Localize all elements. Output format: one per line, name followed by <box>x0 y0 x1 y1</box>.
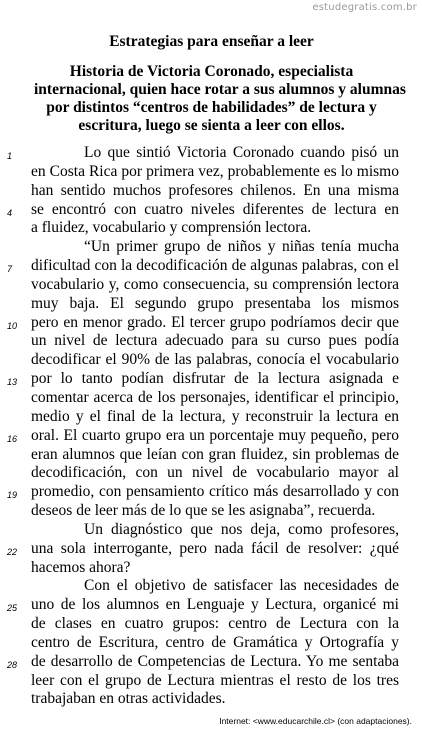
line-text: de clases en cuatro grupos: centro de Lectura con la <box>31 615 399 633</box>
line-text: pero en menor grado. El tercer grupo podríamos decir que <box>31 313 399 331</box>
line-text: en Costa Rica por primera vez, probablemente es lo mismo <box>31 162 399 180</box>
subtitle <box>34 63 406 135</box>
line-text: leer con el grupo de Lectura mientras el resto de los tres <box>31 671 399 689</box>
text-line <box>31 332 399 351</box>
text-line <box>31 389 399 408</box>
text-line <box>7 370 399 389</box>
line-text: vocabulario y, como consecuencia, su comprensión lectora <box>31 275 399 293</box>
source-citation: Internet: <www.educarchile.cl> (con adaptaciones). <box>219 716 412 726</box>
line-text: dificultad con la decodificación de algunas palabras, con el <box>31 257 399 275</box>
line-text: han sentido muchos profesores chilenos. En una misma <box>31 181 399 199</box>
line-text: deseos de leer más de lo que se les asignaba”, recuerda. <box>31 502 376 520</box>
text-line <box>31 672 399 691</box>
text-line <box>31 182 399 201</box>
text-line <box>31 577 399 596</box>
line-text: medio y el final de la lectura, y reconstruir la lectura en <box>31 407 399 425</box>
line-number: 16 <box>7 433 18 444</box>
line-number: 25 <box>7 603 18 614</box>
line-text: Con el objetivo de satisfacer las necesidades de <box>84 577 399 595</box>
line-number: 4 <box>7 207 13 218</box>
line-text: oral. El cuarto grupo era un porcentaje muy pequeño, pero <box>31 426 399 444</box>
line-text: por lo tanto podían disfrutar de la lectura asignada e <box>31 370 399 388</box>
text-line <box>31 446 399 465</box>
text-line <box>7 652 399 672</box>
text-line <box>7 483 399 502</box>
text-line <box>7 257 399 276</box>
text-line <box>7 313 399 333</box>
text-line <box>31 163 399 182</box>
line-number: 28 <box>7 659 18 670</box>
text-line <box>31 408 399 427</box>
text-line <box>7 426 399 446</box>
text-line <box>7 596 399 615</box>
line-text: uno de los alumnos en Lenguaje y Lectura, organicé mi <box>31 596 399 614</box>
line-text: trabajaban en otras actividades. <box>31 690 226 708</box>
line-number: 7 <box>7 264 13 275</box>
subtitle-line: internacional, quien hace rotar a sus alumnos y alumnas <box>34 81 406 98</box>
text-line <box>7 200 399 220</box>
line-text: comentar acerca de los personajes, identificar el principio, <box>31 388 399 406</box>
line-text: Un diagnóstico que nos deja, como profesores, <box>84 520 399 538</box>
text-line <box>31 634 399 653</box>
text-line <box>7 539 399 559</box>
text-line <box>31 464 399 483</box>
line-text: Lo que sintió Victoria Coronado cuando pisó un <box>84 144 399 161</box>
line-text: eran alumnos que leían con gran fluidez, sin problemas de <box>31 445 399 463</box>
subtitle-line: Historia de Victoria Coronado, especialista <box>69 63 354 80</box>
line-text: decodificación, con un nivel de vocabulario mayor al <box>31 464 399 482</box>
line-number: 19 <box>7 490 18 501</box>
line-text: de desarrollo de Competencias de Lectura. Yo me sentaba <box>31 652 399 670</box>
line-text: muy baja. El segundo grupo presentaba los mismos <box>31 294 399 312</box>
subtitle-line: por distintos “centros de habilidades” de lectura y <box>46 99 377 116</box>
text-line <box>31 615 399 634</box>
line-text: promedio, con pensamiento crítico más desarrollado y con <box>31 483 399 501</box>
line-text: decodificar el 90% de las palabras, conocía el vocabulario <box>31 351 399 369</box>
text-line <box>31 690 399 709</box>
body-text <box>7 144 399 709</box>
line-number: 10 <box>7 320 18 331</box>
text-line <box>31 276 399 295</box>
page-title: Estrategias para enseñar a leer <box>109 33 314 50</box>
text-line <box>31 559 399 578</box>
text-line <box>31 219 399 238</box>
line-text: “Un primer grupo de niños y niñas tenía mucha <box>84 238 399 256</box>
watermark: estudegratis.com.br <box>312 2 417 13</box>
subtitle-line: escritura, luego se sienta a leer con ellos. <box>78 117 345 134</box>
line-text: un nivel de lectura adecuado para su curso pues podía <box>31 332 399 350</box>
text-line <box>31 295 399 314</box>
text-line <box>31 502 399 521</box>
text-line <box>31 351 399 370</box>
line-text: centro de Escritura, centro de Gramática y Ortografía y <box>31 633 399 651</box>
line-text: una sola interrogante, pero nada fácil de resolver: ¿qué <box>31 539 399 557</box>
text-line <box>7 144 399 163</box>
line-number: 13 <box>7 377 18 388</box>
text-line <box>31 521 399 540</box>
line-text: se encontró con cuatro niveles diferentes de lectura en <box>31 200 399 218</box>
line-text: a fluidez, vocabulario y comprensión lectora. <box>31 219 312 237</box>
line-text: hacemos ahora? <box>31 558 131 576</box>
line-number: 22 <box>7 546 18 557</box>
text-line <box>31 238 399 257</box>
line-number: 1 <box>7 151 13 161</box>
